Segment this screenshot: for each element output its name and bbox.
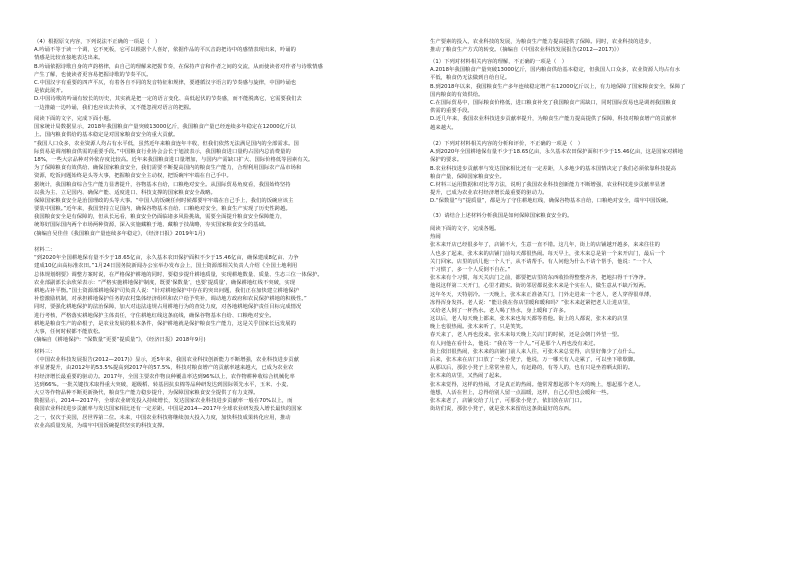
text-line: 生产要素的投入，农业科技的发展，为粮食生产能力提高提供了保障。同时，农业科技的进步，: [430, 39, 655, 45]
text-line: 他说这样第二天开门，心里才踏实。街坊邻居都说张木来是个实在人，做生意从不缺斤短两。: [430, 283, 650, 290]
text-line: A.到2020年全国耕地保有量不少于18.65亿亩，永久基本农田保护面积不少于15.46亿亩，这是国家对耕地: [430, 149, 684, 156]
text-line: 街上依旧很热闹，张木来的店铺门前人来人往，可张木来总觉得，店里好像少了点什么。: [430, 348, 639, 355]
text-line: 张木来觉得，这样的热闹，才是真正的热闹。他常常想起那个冬天的晚上，想起那个老人。: [430, 381, 644, 388]
text-line: 进行考核，严格落实耕地保护主体责任，守住耕地红线这条底线，确保谷物基本自给、口粮绝对安全。: [34, 312, 275, 319]
text-line: 同时，要强化耕地保护的法治保障，加大对违法违规占用耕地行为的查处力度，对各地耕地保护责任目标完成情况: [34, 304, 302, 311]
text-line: 补偿激励机制，对承担耕地保护任务的农村集体经济组织和农户给予奖补，调动地方政府和农民保护耕地的积极性。”: [34, 296, 307, 303]
text-line: 越来越大。: [430, 124, 457, 131]
text-line: C.中国汉字有重要的四声平仄，有着各自不同的发音特征和规律，要遵循汉字语言的节奏感与旋律，中国吟诵也: [34, 79, 297, 86]
text-line: 保障国家粮食安全是治国理政的头等大事。“中国人的饭碗任何时候都要牢牢端在自己手上，我们的饭碗应该主: [34, 197, 294, 204]
text-line: 供需的重要手段。: [430, 108, 473, 115]
text-line: B.吟诵依据诗歌自身的声韵格律，由自己的理解来把握节奏，在保持声音和作者之间的交流，从而使读者对作者与诗歌情感: [34, 63, 323, 70]
text-line: 人也多了起来，张木来的店铺门前每天都很热闹。每天早上，张木来总是第一个来开店门，最后一个: [430, 250, 666, 257]
text-line: D.“保数量”与“提质量”，都是为了守住耕地红线，确保谷物基本自给，口粮绝对安全，端牢中国饭碗。: [430, 198, 672, 205]
text-line: 材料二：: [34, 247, 56, 253]
text-line: 际贸易是调剂粮食供需的重要手段。”中国粮食行业协会会长于旭波表示，我国粮食进口量约占国内总消费量的: [34, 148, 291, 155]
text-line: 情感是比较直接地表达出来。: [34, 55, 104, 62]
question-1-block: [408, 58, 794, 132]
text-line: 张木来有个习惯，每天关店门之前，都要把店里的东西收拾得整整齐齐，把地扫得干干净净。: [430, 275, 650, 282]
text-line: 产生了解，也使读者更容易把握诗歌的节奏平仄。: [34, 71, 152, 78]
text-line: 18%，一些大宗品种对外依存度比较高。近年来我国粮食进口量增加，与国内产需缺口扩大、国际价格低等因素有关。: [34, 156, 314, 163]
text-line: 农业高质量发展，为端牢中国饭碗提供坚实的科技支撑。: [34, 422, 168, 429]
text-line: (摘编自吴佳佳《我国粮食产量连续多年稳定》，《经济日报》2019年1月): [34, 230, 206, 237]
material-2: [0, 246, 406, 344]
text-line: 建成10亿亩高标准农田。”1月24日国务院新闻办公室举办发布会上，国土资源部相关负责人介绍《全国土地利用: [34, 263, 298, 270]
text-line: 阅读下面的文字，完成下面小题。: [34, 116, 115, 122]
text-line: 资源，吃饭问题始终是头等大事，把握粮食安全主动权，把饭碗牢牢端在自己手中。: [34, 173, 232, 180]
text-line: 平低，粮食仍无法做到自给自足。: [430, 75, 511, 82]
text-line: B.到2018年以来，我国粮食生产多年连续稳定增产在12000亿斤以上，有力地保障了国家粮食安全，保障了: [430, 83, 686, 90]
text-line: 国家统计局数据显示，2018年我国粮食产量突破13000亿斤，我国粮食产量已经连续多年稳定在12000亿斤以: [34, 124, 296, 131]
material-3: [0, 348, 406, 430]
text-line: 总体规划纲要》调整方案时说，在严格保护耕地的同时，要稳步提升耕地质量，实现耕地数量、质量、生态三位一体保护。: [34, 271, 323, 278]
text-line: 阅读下面的文字，完成各题。: [430, 226, 500, 232]
text-line: 粮食产量，保障国家粮食安全。: [430, 173, 505, 180]
text-line: 耕地占补平衡。”国土资源部耕地保护司负责人说：“针对耕地保护中存在的突出问题，我们正在加快建立耕地保护: [34, 287, 299, 294]
text-line: 数据显示，2014—2017年，全球农业研发投入持续增长，发达国家农业科技进步贡献率一般在70%以上，而: [34, 398, 293, 405]
text-line: 之一，仅次于美国，居世界第二位。未来，中国农业科技将继续加大投入力度，加快科技成果转化应用，推动: [34, 414, 291, 421]
reading-passage-3: [408, 225, 794, 413]
text-line: 热闹: [430, 234, 441, 241]
text-line: 又给老人倒了一杯热水。老人喝了热水，身上暖和了许多。: [430, 307, 570, 314]
text-line: 张木来的店里，又热闹了起来。: [430, 373, 505, 380]
text-line: 张木来开店已经很多年了，店铺不大，生意一直不错。这几年，街上的店铺越开越多，来来往往的: [430, 242, 660, 249]
question-4-block: [0, 38, 406, 112]
question-3-block: [408, 212, 794, 220]
text-line: A.吟诵不等于读一个调，它不死板，它可以根据个人喜好，依据作品的平仄音韵把诗中的感情表现出来，吟诵的: [34, 47, 296, 54]
text-line: 晚上也很热闹。张木来听了，只是笑笑。: [430, 324, 527, 331]
text-line: 统筹好国际国内两个市场两种资源，深入实施藏粮于地、藏粮于技战略，夯实国家粮食安全的基础。: [34, 222, 270, 229]
text-line: 据统计，我国粮食综合生产能力显著提升，谷物基本自给，口粮绝对安全。从国际贸易角度看，我国始终坚持: [34, 181, 291, 188]
right-column: [408, 0, 794, 562]
text-line: A.2018年我国粮食产量突破13000亿斤，国内粮食供给基本稳定，但我国人口众多，农业资源人均占有水: [430, 67, 680, 74]
text-line: B.农业科技进步贡献率与发达国家相比还有一定差距，人多地少的基本国情决定了我们必须依靠科技提高: [430, 165, 677, 172]
text-line: （3）请结合上述材料分析我国是如何保障国家粮食安全的。: [430, 213, 573, 219]
text-line: D.中国诗歌的吟诵有较长的历史，其实就是把一定的语言变化、高低起伏的节奏感，而不能脱离它，它需要我们去: [34, 96, 302, 103]
text-line: (摘编自《耕地保护：“保数量”更要“提质量”》，《经济日报》2018年9月): [34, 337, 206, 344]
text-line: 耕地是粮食生产的命根子，是农业发展的根本条件，保护耕地就是保护粮食生产能力，这是关乎国家长远发展的: [34, 320, 296, 327]
text-line: （1）下列对材料相关内容的理解，不正确的一项是（ ）: [430, 59, 568, 65]
text-line: 提升，已成为农业农村经济增长最重要的驱动力。: [430, 190, 548, 197]
text-line: 率显著提升，由2012年的53.5%提高到2017年的57.5%，科技对粮食增产的贡献率越来越大，已成为农业农: [34, 365, 294, 372]
text-line: “到2020年全国耕地保有量不少于18.65亿亩，永久基本农田保护面积不少于15.46亿亩，确保建成8亿亩、力争: [34, 255, 299, 262]
text-line: 大事，任何时候都不能放松。: [34, 328, 104, 335]
text-line: 我国农业科技进步贡献率与发达国家相比还有一定差距。中国是2014—2017年全球农业研发投入增长最快的国家: [34, 406, 302, 413]
text-line: 农业部副部长余欣荣表示：“严格实施耕地保护制度，既要‘保数量’，也要‘提质量’，确保耕地红线不突破，实现: [34, 279, 296, 286]
text-line: 达到66%。一批关键技术取得重大突破，超级稻、转基因抗虫棉等品种研发达到国际领先水平，玉米、小麦、: [34, 381, 292, 388]
text-line: 国内粮食的有效供给。: [430, 91, 484, 98]
text-line: 村经济增长最重要的驱动力。2017年，全国主要农作物良种覆盖率达到96%以上，农作物耕种收综合机械化率: [34, 373, 295, 380]
text-line: 冻得浑身发抖。老人说：“能让我在你店里暖和暖和吗？”张木来赶紧把老人让进店里，: [430, 299, 634, 306]
text-line: 这以后，老人每天晚上都来，张木来也每天都等着他。街上的人都说，张木来的店里: [430, 316, 628, 323]
text-line: 保护的要求。: [430, 157, 463, 164]
material-3-continued: [408, 38, 794, 54]
text-line: 要装中国粮。”近年来，我国坚持立足国内，确保谷物基本自给、口粮绝对安全，粮食生产实现了历史性跨越。: [34, 206, 291, 213]
text-line: 干习惯了，多一个人反倒不自在。”: [430, 266, 511, 273]
text-line: 《中国农业科技发展报告(2012—2017)》显示，近5年来，我国农业科技创新能力不断增强，农业科技进步贡献: [34, 357, 299, 364]
reading-passage-2: [0, 115, 406, 238]
text-line: 这年冬天，天特别冷。一天晚上，张木来正准备关门，门外走进来一个老人，老人穿得很单薄，: [430, 291, 655, 298]
text-line: （4）根据原文内容，下列说法不正确的一项是（ ）: [34, 39, 161, 45]
text-line: 推动了粮食生产方式的转变。（摘编自《中国农业科技发展报告(2012—2017)》）: [430, 47, 623, 54]
text-line: 大豆等作物品种不断更新换代，粮食生产能力稳步提升，为保障国家粮食安全提供了有力支撑。: [34, 389, 259, 396]
text-line: 街坊们说，那张小凳子，就是张木来留给这条街最好的东西。: [430, 406, 575, 413]
text-line: 张木来老了，店铺交给了儿子，可那张小凳子，依旧放在店门口。: [430, 397, 586, 404]
text-line: 关门回家。店里的活儿他一个人干，从不请帮手。有人问他为什么不请个帮手，他说：“一个人: [430, 258, 653, 265]
text-line: 是依此展开。: [34, 88, 67, 95]
text-line: 一边推敲一边吟诵，我们也应该去传承，又不能忽视对语言的把握。: [34, 104, 195, 111]
text-line: C.材料三运用数据和对比等方法，说明了我国农业科技创新能力不断增强，农业科技进步贡献率显著: [430, 181, 666, 188]
text-line: 为了保障粮食有效供给、确保国家粮食安全，我们需要不断提高国内的粮食生产能力，合理利用国际农产品市场和: [34, 165, 302, 172]
text-line: 以我为主、立足国内、确保产能、适度进口、科技支撑的国家粮食安全战略。: [34, 189, 216, 196]
text-line: 后来，张木来在店门口放了一张小凳子，他说，万一哪天有人走累了，可以坐下歇歇脚。: [430, 357, 639, 363]
text-line: （2）下列对材料相关内容的分析和评价，不正确的一项是（ ）: [430, 141, 584, 147]
text-line: 从那以后，那张小凳子上常常坐着人，有赶路的，有等人的，也有只是坐着晒太阳的。: [430, 365, 634, 372]
text-line: “我国人口众多，农业资源人均占有水平低，虽然近年来粮食连年丰收，但我们依然无法满足国内的全部需求。国: [34, 140, 299, 147]
text-line: D.近几年来，我国农业科技进步贡献率提升，为粮食生产能力提高提供了保障，科技对粮食增产的贡献率: [430, 116, 677, 123]
text-line: 上。国内粮食供给的基本稳定是对国家粮食安全的重大贡献。: [34, 132, 179, 139]
question-2-block: [408, 140, 794, 206]
text-line: 我国粮食安全是有保障的，但从长远看，粮食安全仍面临诸多风险挑战，需要全面提升粮食安全保障能力，: [34, 214, 286, 221]
text-line: 春天来了，老人再也没来。张木来每天晚上关店门的时候，还是会朝门外望一望。: [430, 332, 623, 339]
text-line: 材料三：: [34, 349, 56, 355]
text-line: 他想，人活在世上，总得给别人留一点温暖，这样，自己心里也会暖和一些。: [430, 389, 612, 396]
text-line: C.在国际贸易中，国际粮食价格低，进口粮食补充了我国粮食产需缺口，同时国际贸易也是调剂我国粮食: [430, 99, 677, 106]
text-line: 有人问他在看什么，他说：“我在等一个人。”可是那个人再也没有来过。: [430, 340, 599, 347]
